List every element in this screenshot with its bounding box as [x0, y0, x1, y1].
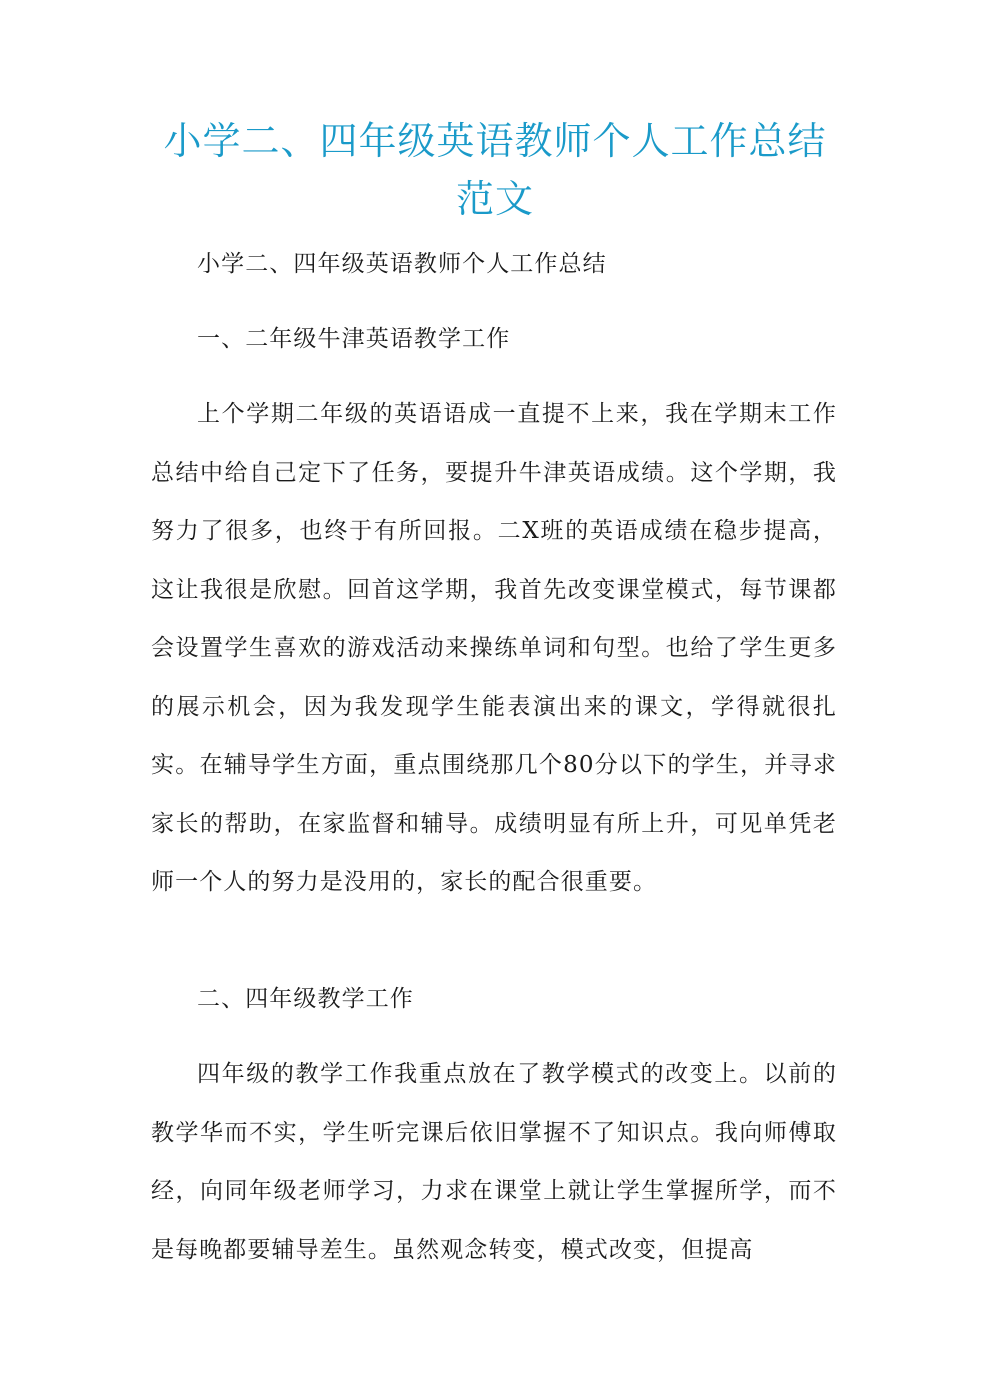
section-1-paragraph: 上个学期二年级的英语语成一直提不上来，我在学期末工作总结中给自己定下了任务，要提升牛津英语成绩。这个学期，我努力了很多，也终于有所回报。二X班的英语成绩在稳步提高，这让我很是欣慰。回首这学期，我首先改变课堂模式，每节课都会设置学生喜欢的游戏活动来操练单词和句型。也给了学生更多的展示机会，因为我发现学生能表演出来的课文，学得就很扎实。在辅导学生方面，重点围绕那几个80分以下的学生，并寻求家长的帮助，在家监督和辅导。成绩明显有所上升，可见单凭老师一个人的努力是没用的，家长的配合很重要。 — [151, 401, 837, 895]
section-2-paragraph: 四年级的教学工作我重点放在了教学模式的改变上。以前的教学华而不实，学生听完课后依旧掌握不了知识点。我向师傅取经，向同年级老师学习，力求在课堂上就让学生掌握所学，而不是每晚都要辅导差生。虽然观念转变，模式改变，但提高 — [151, 1061, 837, 1263]
section-2-heading: 二、四年级教学工作 — [197, 986, 414, 1012]
document-subtitle: 小学二、四年级英语教师个人工作总结 — [197, 251, 607, 277]
document-title: 小学二、四年级英语教师个人工作总结范文 — [163, 119, 827, 221]
section-1-heading: 一、二年级牛津英语教学工作 — [197, 326, 511, 352]
